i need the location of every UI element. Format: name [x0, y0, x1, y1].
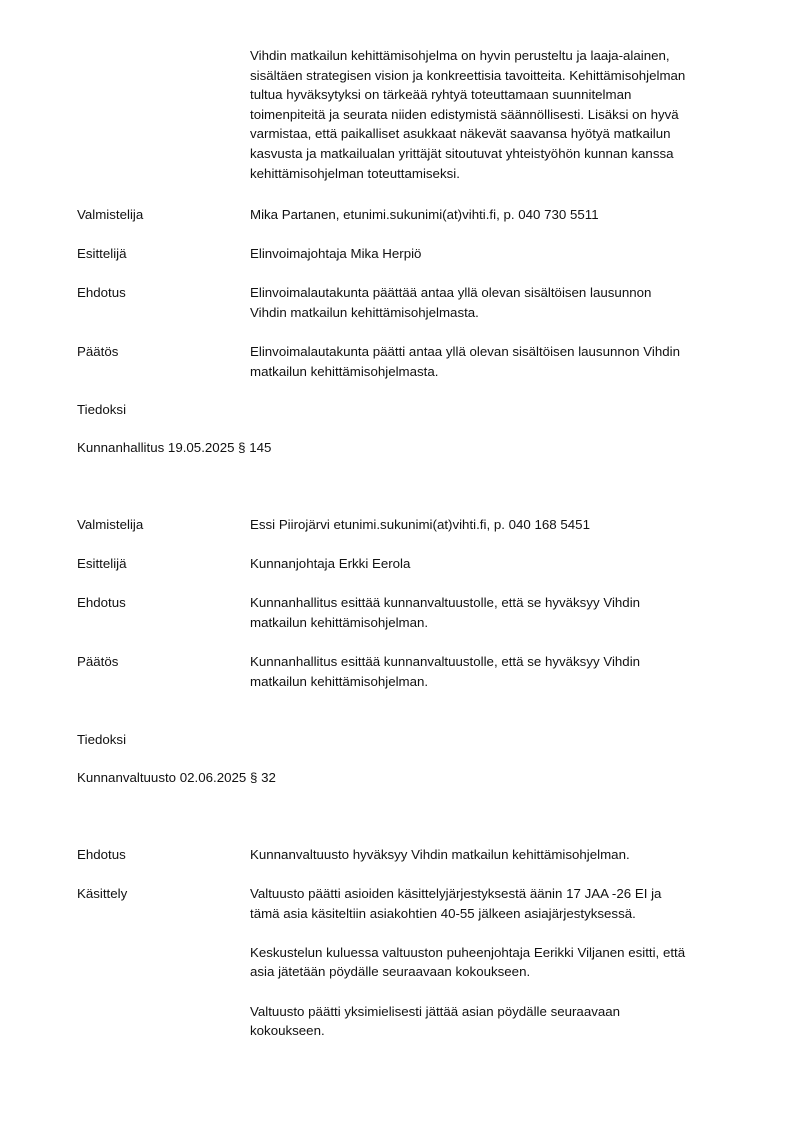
- text-line: Elinvoimalautakunta päätti antaa yllä olevan sisältöisen lausunnon Vihdin: [250, 344, 680, 359]
- statement-line: Vihdin matkailun kehittämisohjelma on hyvin perusteltu ja laaja-alainen,: [250, 48, 670, 63]
- ehdotus-text: [250, 283, 740, 322]
- statement-line: sisältäen strategisen vision ja konkreettisia tavoitteita. Kehittämisohjelman: [250, 67, 686, 83]
- text-line: matkailun kehittämisohjelmasta.: [250, 363, 439, 379]
- text-line: Kunnanhallitus esittää kunnanvaltuustolle, että se hyväksyy Vihdin: [250, 595, 641, 610]
- paatos-label: Päätös: [77, 654, 119, 669]
- statement-line: kehittämisohjelman toteuttamiseksi.: [250, 165, 460, 181]
- text-line: tämä asia käsiteltiin asiakohtien 40-55 jälkeen asiajärjestyksessä.: [250, 905, 636, 921]
- valmistelija-value: Mika Partanen, etunimi.sukunimi(at)vihti.fi, p. 040 730 5511: [250, 207, 599, 222]
- section-heading-kunnanvaltuusto: Kunnanvaltuusto 02.06.2025 § 32: [77, 770, 276, 785]
- ehdotus-text: Kunnanvaltuusto hyväksyy Vihdin matkailun kehittämisohjelman.: [250, 847, 630, 862]
- section-heading-kunnanhallitus: Kunnanhallitus 19.05.2025 § 145: [77, 440, 272, 455]
- tiedoksi-label: Tiedoksi: [77, 402, 127, 417]
- ehdotus-label: Ehdotus: [77, 285, 126, 300]
- ehdotus-label: Ehdotus: [77, 847, 126, 862]
- kasittely-label: Käsittely: [77, 886, 128, 901]
- esittelija-value: Elinvoimajohtaja Mika Herpiö: [250, 246, 422, 261]
- text-line: Keskustelun kuluessa valtuuston puheenjohtaja Eerikki Viljanen esitti, että: [250, 944, 686, 960]
- statement-line: toimenpiteitä ja seurata niiden edistymistä säännöllisesti. Lisäksi on hyvä: [250, 106, 679, 122]
- text-line: kokoukseen.: [250, 1023, 325, 1039]
- text-line: Valtuusto päätti yksimielisesti jättää asian pöydälle seuraavaan: [250, 1003, 621, 1019]
- tiedoksi-label: Tiedoksi: [77, 732, 127, 747]
- kasittely-paragraph: [250, 943, 740, 982]
- esittelija-label: Esittelijä: [77, 246, 127, 261]
- text-line: Valtuusto päätti asioiden käsittelyjärjestyksestä äänin 17 JAA -26 EI ja: [250, 886, 662, 901]
- esittelija-label: Esittelijä: [77, 556, 127, 571]
- ehdotus-text: [250, 593, 740, 632]
- kasittely-paragraph: [250, 1002, 740, 1041]
- text-line: Kunnanhallitus esittää kunnanvaltuustolle, että se hyväksyy Vihdin: [250, 654, 641, 669]
- statement-line: varmistaa, että paikalliset asukkaat näkevät saavansa hyötyä matkailun: [250, 126, 671, 142]
- text-line: Vihdin matkailun kehittämisohjelmasta.: [250, 304, 479, 320]
- statement-line: tultua hyväksytyksi on tärkeää ryhtyä toteuttamaan suunnitelman: [250, 87, 632, 103]
- text-line: matkailun kehittämisohjelman.: [250, 673, 429, 689]
- text-line: matkailun kehittämisohjelman.: [250, 614, 429, 630]
- valmistelija-label: Valmistelija: [77, 517, 144, 532]
- kasittely-paragraph: [250, 884, 740, 923]
- statement-line: kasvusta ja matkailualan yrittäjät sitoutuvat yhteistyöhön kunnan kanssa: [250, 145, 674, 161]
- esittelija-value: Kunnanjohtaja Erkki Eerola: [250, 556, 411, 571]
- text-line: Elinvoimalautakunta päättää antaa yllä olevan sisältöisen lausunnon: [250, 285, 652, 300]
- paatos-label: Päätös: [77, 344, 119, 359]
- paatos-text: [250, 342, 740, 381]
- valmistelija-label: Valmistelija: [77, 207, 144, 222]
- text-line: asia jätetään pöydälle seuraavaan kokoukseen.: [250, 964, 531, 980]
- valmistelija-value: Essi Piirojärvi etunimi.sukunimi(at)vihti.fi, p. 040 168 5451: [250, 517, 590, 532]
- statement-paragraph: [250, 46, 740, 183]
- kasittely-text: [250, 884, 740, 1041]
- paatos-text: [250, 652, 740, 691]
- ehdotus-label: Ehdotus: [77, 595, 126, 610]
